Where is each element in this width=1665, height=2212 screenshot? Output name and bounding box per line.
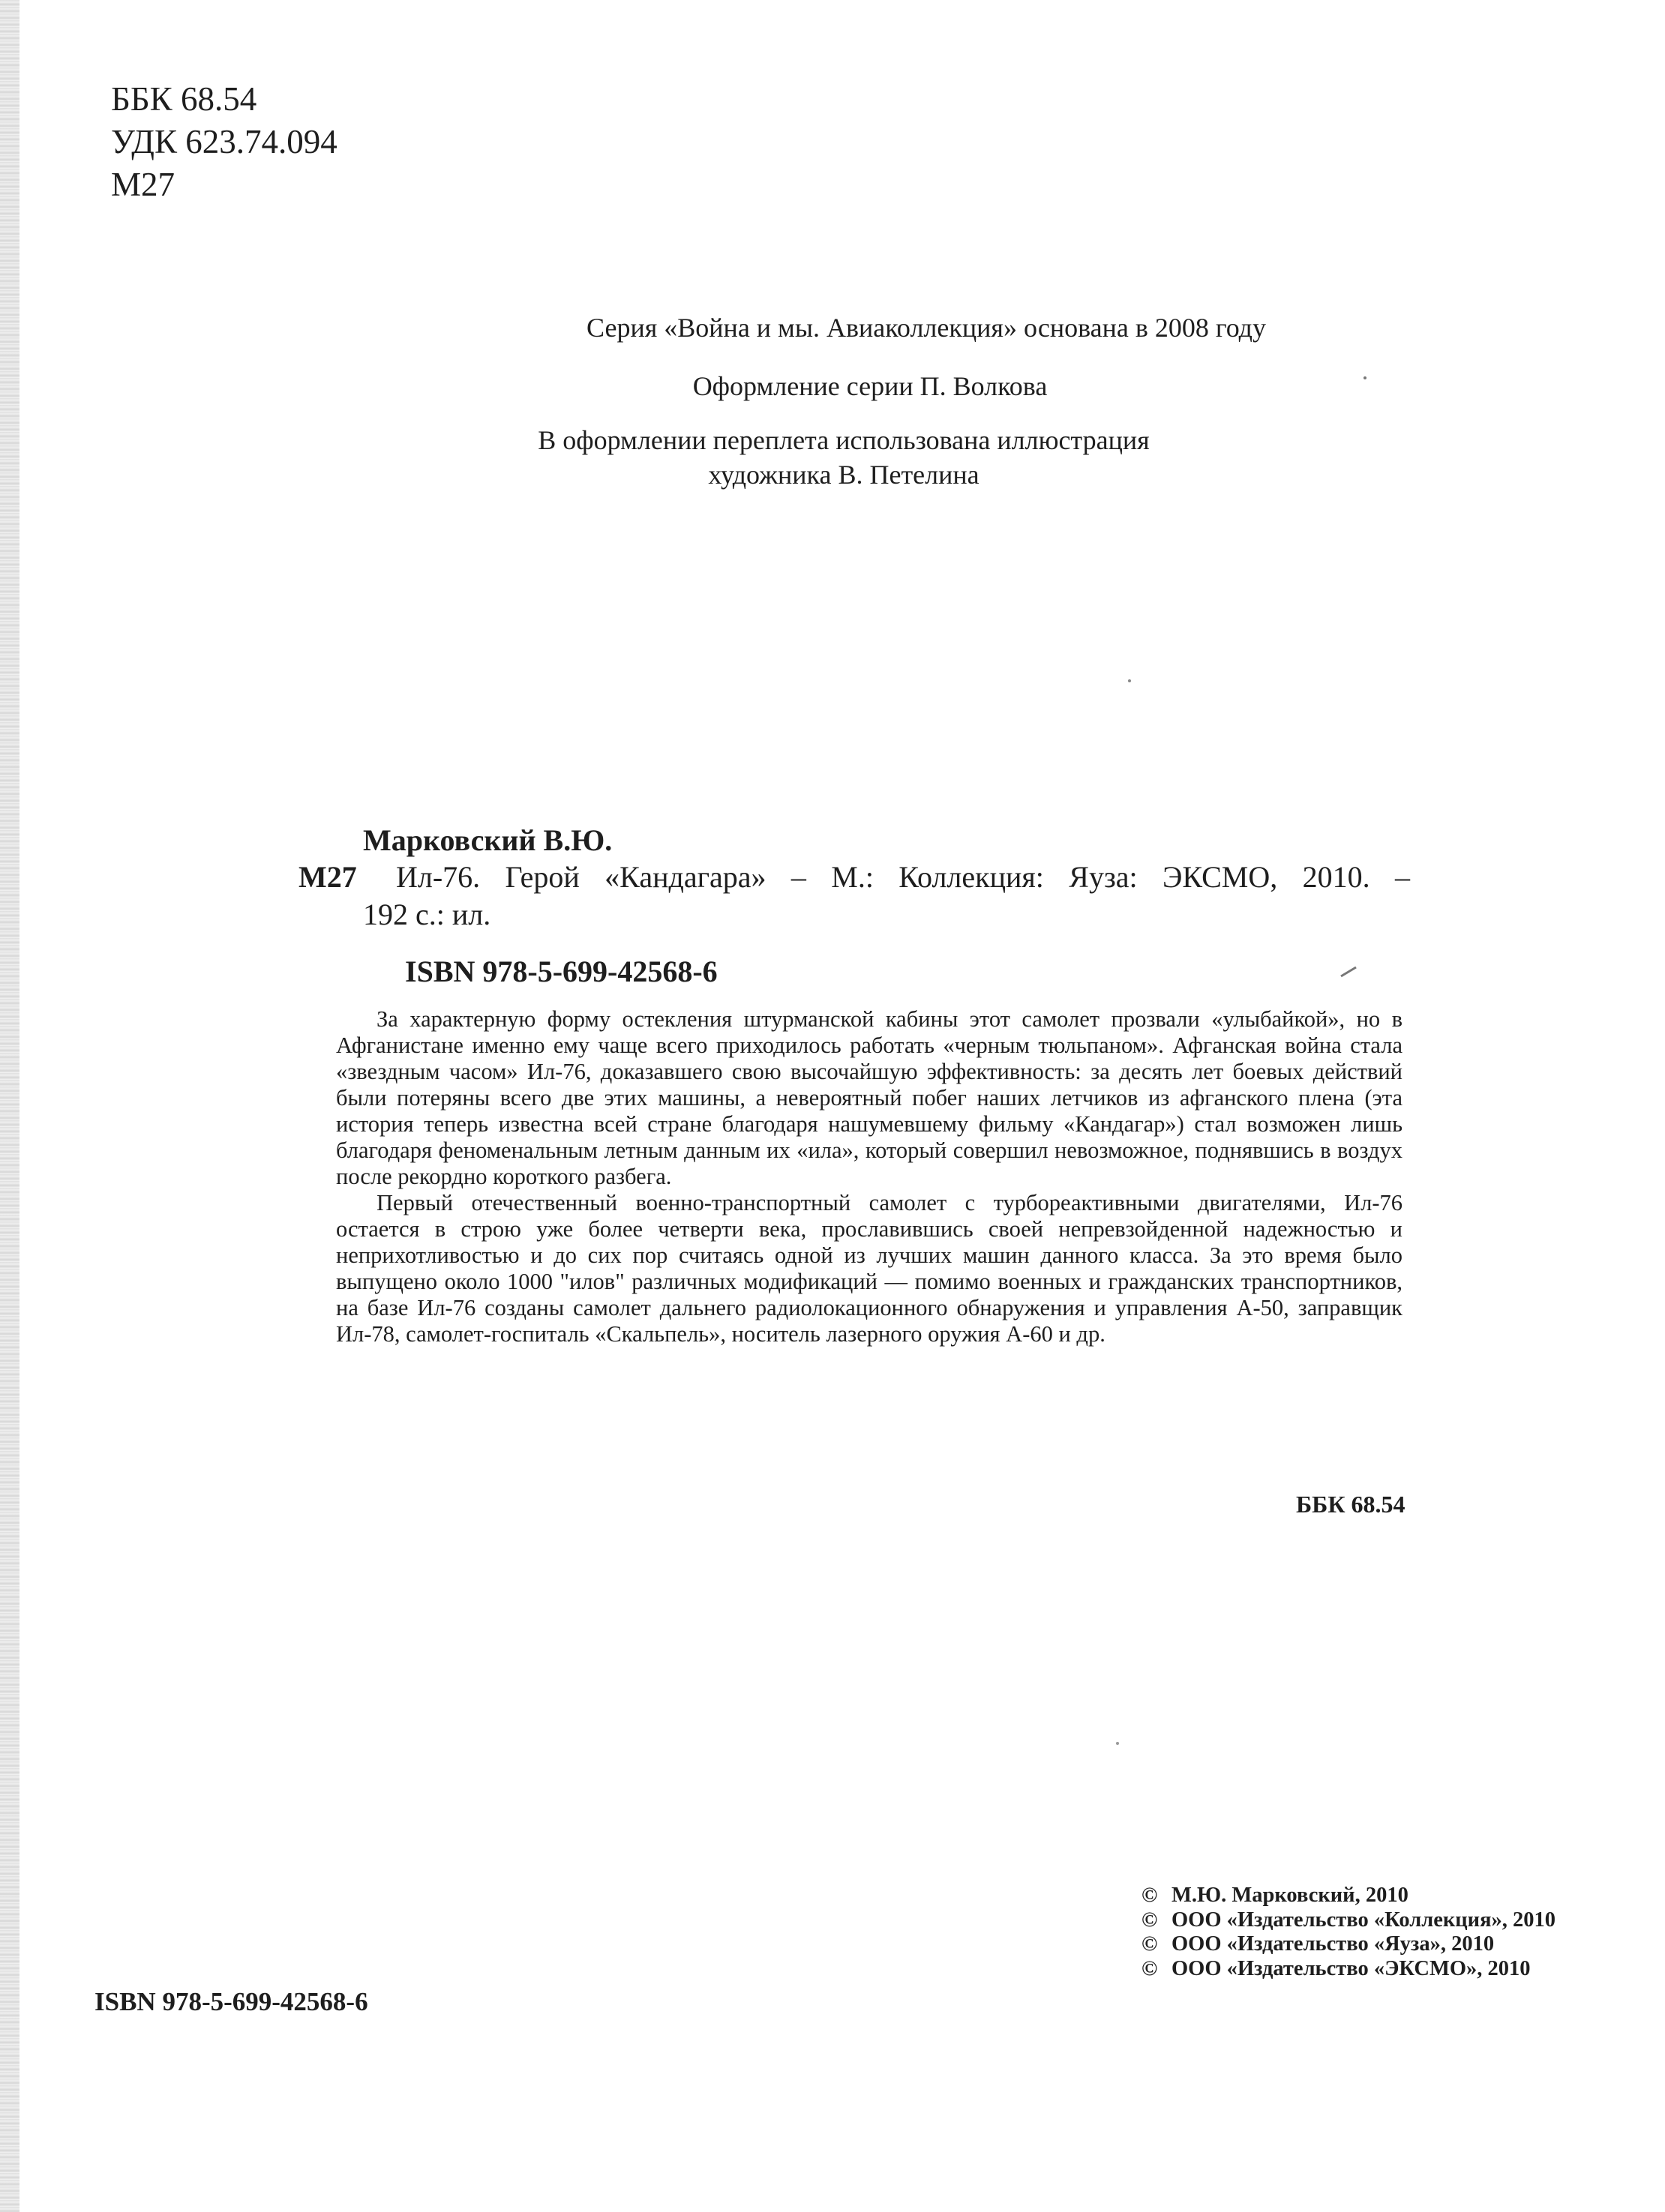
copyright-icon: © <box>1142 1884 1158 1907</box>
author-mark: М27 <box>111 166 176 203</box>
copyright-line <box>1142 1884 1556 1908</box>
cover-illustration-credit <box>0 423 1665 492</box>
isbn-bottom: ISBN 978-5-699-42568-6 <box>94 1987 368 2016</box>
cover-credit-line-1: В оформлении переплета использована иллюстрация <box>538 425 1150 455</box>
bibliography-mark: М27 <box>298 860 357 894</box>
copyright-line <box>1142 1908 1556 1933</box>
series-design-line: Оформление серии П. Волкова <box>692 371 1048 401</box>
bibliography-author: Марковский В.Ю. <box>363 823 613 857</box>
book-annotation <box>336 1006 1402 1347</box>
copyright-holder: ООО «Издательство «ЭКСМО», 2010 <box>1172 1956 1531 1980</box>
copyright-block <box>1142 1884 1556 1981</box>
series-founded-line: Серия «Война и мы. Авиаколлекция» основана в 2008 году <box>586 313 1266 343</box>
udk-code: УДК 623.74.094 <box>111 123 338 160</box>
scan-speck <box>1128 679 1131 682</box>
scan-speck <box>1341 967 1356 976</box>
copyright-line <box>1142 1932 1556 1957</box>
bibliography-pages: 192 с.: ил. <box>363 898 491 931</box>
classification-codes <box>111 78 338 206</box>
bbk-code-bottom: ББК 68.54 <box>1296 1491 1406 1518</box>
bibliography-description: Ил-76. Герой «Кандагара» – М.: Коллекция: Яуза: ЭКСМО, 2010. – <box>396 860 1410 894</box>
copyright-holder: М.Ю. Марковский, 2010 <box>1172 1884 1408 1907</box>
copyright-line <box>1142 1957 1556 1982</box>
bibliography-isbn: ISBN 978-5-699-42568-6 <box>405 955 718 988</box>
copyright-icon: © <box>1142 1932 1158 1956</box>
annotation-paragraph-2: Первый отечественный военно-транспортный самолет с турбореактивными двигателями, Ил-76 остается в строю уже более четверти века, прославившись своей непревзойденной надежностью и неприхотливостью и до сих пор считаясь одной из лучших машин данного класса. За это время было выпущено около 1000 "илов" различных модификаций — помимо военных и гражданских транспортников, на базе Ил-76 созданы самолет дальнего радиолокационного обнаружения и управления А-50, заправщик Ил-78, самолет-госпиталь «Скальпель», носитель лазерного оружия А-60 и др. <box>336 1190 1402 1347</box>
scan-speck <box>1116 1742 1119 1745</box>
copyright-holder: ООО «Издательство «Коллекция», 2010 <box>1172 1908 1556 1932</box>
copyright-icon: © <box>1142 1908 1158 1932</box>
copyright-holder: ООО «Издательство «Яуза», 2010 <box>1172 1932 1495 1956</box>
bbk-code: ББК 68.54 <box>111 80 257 118</box>
annotation-paragraph-1: За характерную форму остекления штурманской кабины этот самолет прозвали «улыбайкой», но в Афганистане именно ему чаще всего приходилось работать «черным тюльпаном». Афганская война стала «звездным часом» Ил-76, доказавшего свою высочайшую эффективность: за десять лет боевых действий были потеряны всего две этих машины, а невероятный побег наших летчиков из афганского плена (эта история теперь известна всей стране благодаря нашумевшему фильму «Кандагар») стал возможен лишь благодаря феноменальным летным данным их «ила», который совершил невозможное, поднявшись в воздух после рекордно короткого разбега. <box>336 1006 1402 1189</box>
cover-credit-line-2: художника В. Петелина <box>708 460 980 490</box>
copyright-icon: © <box>1142 1956 1158 1980</box>
